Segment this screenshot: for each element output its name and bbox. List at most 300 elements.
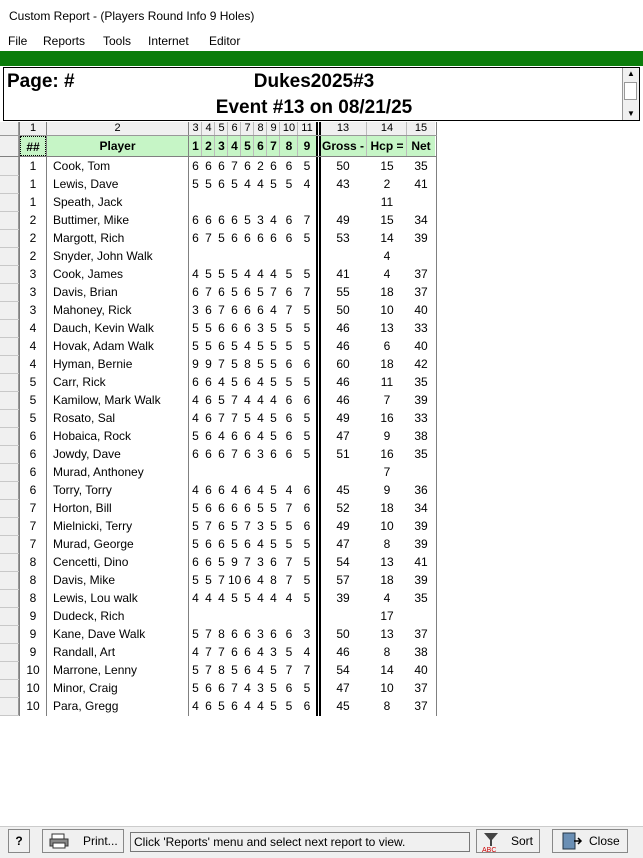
score-cell — [319, 464, 367, 481]
flight-number: 3 — [29, 267, 37, 281]
column-header: Gross - — [319, 136, 367, 156]
score-cell: 6 — [270, 447, 277, 461]
score-cell: 15 — [380, 159, 394, 173]
score-cell — [215, 248, 228, 265]
score-cell: 6 — [285, 627, 293, 641]
score-cell: 46 — [336, 645, 350, 659]
score-cell: 6 — [231, 303, 238, 317]
sort-abc-icon — [481, 831, 509, 853]
row-divider — [0, 373, 19, 374]
column-number: 4 — [202, 122, 215, 135]
score-cell: 6 — [192, 375, 199, 389]
score-cell: 54 — [336, 663, 350, 677]
score-cell: 49 — [336, 519, 350, 533]
score-cell: 6 — [285, 285, 293, 299]
row-divider — [0, 193, 19, 194]
score-cell: 4 — [244, 267, 251, 281]
score-cell: 4 — [257, 663, 264, 677]
score-cell: 6 — [285, 411, 293, 425]
score-cell: 6 — [303, 483, 311, 497]
menu-internet[interactable]: Internet — [148, 34, 189, 48]
score-cell: 5 — [192, 681, 199, 695]
score-cell: 47 — [336, 429, 350, 443]
page-label: Page: # — [7, 71, 75, 92]
score-cell: 5 — [303, 555, 311, 569]
flight-number: 6 — [29, 465, 37, 479]
sort-button[interactable] — [476, 829, 540, 853]
score-cell: 7 — [205, 519, 212, 533]
player-name: Mahoney, Rick — [53, 303, 132, 317]
player-name: Torry, Torry — [53, 483, 112, 497]
score-cell: 5 — [205, 267, 212, 281]
score-cell: 38 — [414, 645, 428, 659]
score-cell: 37 — [414, 627, 428, 641]
score-cell: 18 — [380, 573, 394, 587]
score-cell: 5 — [192, 501, 199, 515]
score-cell: 5 — [303, 573, 311, 587]
score-cell: 6 — [205, 537, 212, 551]
row-divider — [0, 445, 19, 446]
score-cell: 6 — [257, 231, 264, 245]
score-cell: 3 — [257, 213, 264, 227]
score-cell: 4 — [257, 573, 264, 587]
score-cell: 6 — [257, 303, 264, 317]
score-cell: 43 — [336, 177, 350, 191]
score-cell: 3 — [257, 555, 264, 569]
score-cell: 46 — [336, 375, 350, 389]
menu-reports[interactable]: Reports — [43, 34, 86, 48]
score-cell: 54 — [336, 555, 350, 569]
score-cell: 5 — [231, 663, 238, 677]
score-cell — [280, 464, 298, 481]
score-cell — [254, 608, 267, 625]
score-cell: 7 — [285, 555, 293, 569]
row-divider — [0, 337, 19, 338]
score-cell: 7 — [205, 645, 212, 659]
grid-line — [214, 122, 215, 156]
score-cell: 16 — [380, 411, 394, 425]
title-bar — [0, 0, 643, 32]
column-number: 7 — [241, 122, 254, 135]
score-cell: 7 — [303, 213, 311, 227]
flight-number: 8 — [29, 555, 37, 569]
help-icon: ? — [15, 834, 23, 848]
score-cell — [189, 608, 202, 625]
score-cell: 7 — [205, 285, 212, 299]
score-cell: 6 — [218, 159, 225, 173]
score-cell: 5 — [244, 411, 251, 425]
flight-number: 1 — [29, 159, 37, 173]
flight-number: 3 — [29, 285, 37, 299]
score-cell — [298, 248, 316, 265]
score-cell: 4 — [192, 645, 199, 659]
score-cell: 6 — [218, 339, 225, 353]
score-cell: 4 — [303, 645, 311, 659]
flight-number: 2 — [29, 249, 37, 263]
score-cell: 5 — [218, 699, 225, 713]
scroll-up-icon[interactable]: ▲ — [627, 69, 635, 78]
score-cell: 5 — [285, 645, 293, 659]
score-cell: 6 — [303, 699, 311, 713]
score-cell: 5 — [270, 357, 277, 371]
column-header: 1 — [189, 136, 202, 156]
score-cell: 5 — [270, 177, 277, 191]
score-cell: 7 — [218, 411, 225, 425]
printer-icon — [49, 833, 69, 849]
row-divider — [0, 553, 19, 554]
player-name: Buttimer, Mike — [53, 213, 130, 227]
toolbar-strip — [0, 51, 643, 66]
score-cell: 7 — [205, 627, 212, 641]
score-cell: 5 — [303, 537, 311, 551]
score-cell: 8 — [383, 645, 391, 659]
grid-line — [201, 122, 202, 156]
score-cell: 5 — [231, 267, 238, 281]
row-divider — [0, 175, 19, 176]
player-name: Kamilow, Mark Walk — [53, 393, 161, 407]
score-cell: 3 — [257, 681, 264, 695]
menu-tools[interactable]: Tools — [103, 34, 132, 48]
player-name: Murad, George — [53, 537, 134, 551]
player-name: Hyman, Bernie — [53, 357, 133, 371]
score-cell: 6 — [231, 699, 238, 713]
column-header: ## — [20, 136, 46, 156]
score-cell — [280, 248, 298, 265]
score-cell: 35 — [414, 159, 428, 173]
score-cell — [189, 194, 202, 211]
score-cell: 7 — [383, 465, 391, 479]
score-cell: 5 — [303, 447, 311, 461]
row-divider — [0, 463, 19, 464]
score-cell: 6 — [244, 663, 251, 677]
score-cell: 4 — [257, 483, 264, 497]
score-cell: 5 — [231, 177, 238, 191]
score-cell: 5 — [303, 159, 311, 173]
score-cell: 6 — [244, 375, 251, 389]
score-cell: 50 — [336, 159, 350, 173]
menu-bar — [0, 32, 643, 51]
score-cell: 4 — [257, 699, 264, 713]
score-cell: 4 — [244, 681, 251, 695]
score-cell: 3 — [257, 321, 264, 335]
score-cell: 7 — [231, 393, 238, 407]
score-cell: 7 — [285, 663, 293, 677]
score-cell: 4 — [218, 591, 225, 605]
player-name: Murad, Anthoney — [53, 465, 144, 479]
player-name: Hobaica, Rock — [53, 429, 132, 443]
score-cell: 5 — [285, 375, 293, 389]
score-cell: 7 — [205, 663, 212, 677]
score-cell: 13 — [380, 627, 394, 641]
flight-number: 5 — [29, 411, 37, 425]
report-title: Dukes2025#3 — [253, 71, 375, 92]
score-cell: 7 — [231, 447, 238, 461]
flight-number: 8 — [29, 591, 37, 605]
score-cell: 6 — [285, 681, 293, 695]
window-title: Custom Report - (Players Round Info 9 Holes) — [9, 9, 255, 23]
close-button[interactable] — [552, 829, 628, 853]
column-header: 4 — [228, 136, 241, 156]
score-cell: 34 — [414, 501, 428, 515]
score-cell: 7 — [218, 357, 225, 371]
report-subtitle: Event #13 on 08/21/25 — [215, 97, 413, 118]
flight-number: 2 — [29, 231, 37, 245]
score-cell: 5 — [231, 339, 238, 353]
score-cell: 5 — [192, 519, 199, 533]
help-button[interactable] — [8, 829, 30, 853]
score-cell: 5 — [285, 537, 293, 551]
score-cell: 49 — [336, 411, 350, 425]
score-cell: 5 — [192, 177, 199, 191]
score-cell: 5 — [303, 411, 311, 425]
score-cell: 6 — [244, 537, 251, 551]
score-cell: 4 — [285, 483, 293, 497]
score-cell: 8 — [270, 573, 277, 587]
player-name: Dudeck, Rich — [53, 609, 125, 623]
score-cell: 39 — [336, 591, 350, 605]
score-cell: 6 — [218, 483, 225, 497]
row-divider — [0, 265, 19, 266]
scroll-down-icon[interactable]: ▼ — [627, 109, 635, 118]
score-cell: 39 — [414, 393, 428, 407]
score-cell: 5 — [192, 537, 199, 551]
score-cell: 6 — [383, 339, 391, 353]
flight-number: 8 — [29, 573, 37, 587]
score-cell: 7 — [205, 231, 212, 245]
score-cell: 5 — [205, 177, 212, 191]
score-cell — [215, 194, 228, 211]
column-number: 2 — [47, 122, 188, 135]
score-cell: 7 — [285, 573, 293, 587]
column-header: 5 — [241, 136, 254, 156]
score-cell: 9 — [192, 357, 199, 371]
score-cell: 6 — [192, 447, 199, 461]
grid-line — [279, 122, 280, 156]
score-cell: 4 — [218, 375, 225, 389]
column-number: 11 — [298, 122, 316, 135]
score-cell: 45 — [336, 483, 350, 497]
score-cell: 6 — [270, 159, 277, 173]
grid-line — [366, 122, 367, 156]
column-header: 8 — [280, 136, 298, 156]
score-cell: 4 — [270, 393, 277, 407]
score-cell: 9 — [205, 357, 212, 371]
score-cell: 6 — [205, 375, 212, 389]
score-cell: 7 — [231, 681, 238, 695]
row-divider — [0, 229, 19, 230]
player-name: Speath, Jack — [53, 195, 123, 209]
score-cell: 7 — [231, 411, 238, 425]
score-cell: 6 — [231, 213, 238, 227]
score-cell: 6 — [244, 429, 251, 443]
grid-line — [188, 122, 189, 716]
player-name: Mielnicki, Terry — [53, 519, 133, 533]
row-divider — [0, 211, 19, 212]
player-name: Margott, Rich — [53, 231, 125, 245]
score-cell: 49 — [336, 213, 350, 227]
score-cell: 4 — [303, 177, 311, 191]
score-cell: 9 — [383, 483, 391, 497]
flight-number: 5 — [29, 393, 37, 407]
score-cell: 6 — [218, 501, 225, 515]
column-number: 9 — [267, 122, 280, 135]
score-cell: 6 — [231, 501, 238, 515]
score-cell: 6 — [244, 501, 251, 515]
score-cell: 5 — [192, 321, 199, 335]
scroll-thumb[interactable] — [624, 82, 637, 100]
flight-number: 10 — [26, 663, 40, 677]
score-cell — [254, 248, 267, 265]
menu-file[interactable]: File — [8, 34, 28, 48]
player-name: Davis, Mike — [53, 573, 116, 587]
score-cell: 14 — [380, 663, 394, 677]
score-cell: 5 — [192, 627, 199, 641]
score-cell: 4 — [383, 249, 391, 263]
score-cell — [228, 194, 241, 211]
flight-number: 7 — [29, 519, 37, 533]
score-cell: 53 — [336, 231, 350, 245]
score-cell: 6 — [244, 321, 251, 335]
score-cell: 5 — [270, 375, 277, 389]
row-divider — [0, 247, 19, 248]
score-cell: 5 — [218, 555, 225, 569]
score-cell: 3 — [270, 645, 277, 659]
score-cell: 6 — [205, 483, 212, 497]
grid-line — [240, 122, 241, 156]
score-cell: 10 — [380, 681, 394, 695]
player-name: Para, Gregg — [53, 699, 119, 713]
score-cell: 5 — [244, 213, 251, 227]
flight-number: 9 — [29, 645, 37, 659]
score-cell: 5 — [218, 393, 225, 407]
score-cell: 5 — [285, 177, 293, 191]
score-cell: 5 — [285, 339, 293, 353]
score-cell: 6 — [270, 627, 277, 641]
score-cell: 39 — [414, 231, 428, 245]
flight-number: 6 — [29, 447, 37, 461]
score-cell — [407, 194, 435, 211]
row-divider — [0, 391, 19, 392]
score-cell: 5 — [257, 357, 264, 371]
player-name: Lewis, Lou walk — [53, 591, 138, 605]
player-name: Rosato, Sal — [53, 411, 116, 425]
row-divider — [0, 679, 19, 680]
score-cell: 51 — [336, 447, 350, 461]
flight-number: 2 — [29, 213, 37, 227]
score-cell: 4 — [192, 591, 199, 605]
score-cell: 5 — [270, 483, 277, 497]
score-cell: 6 — [244, 231, 251, 245]
row-divider — [0, 535, 19, 536]
score-cell: 6 — [218, 519, 225, 533]
score-cell: 7 — [383, 393, 391, 407]
score-cell: 18 — [380, 501, 394, 515]
score-cell — [189, 248, 202, 265]
score-cell — [202, 248, 215, 265]
row-divider — [0, 499, 19, 500]
score-cell: 46 — [336, 321, 350, 335]
column-header: 2 — [202, 136, 215, 156]
score-cell: 8 — [383, 537, 391, 551]
score-cell: 5 — [303, 429, 311, 443]
score-cell: 7 — [244, 519, 251, 533]
score-cell: 4 — [218, 429, 225, 443]
score-cell: 35 — [414, 591, 428, 605]
score-cell — [202, 194, 215, 211]
score-cell: 5 — [303, 321, 311, 335]
score-cell: 15 — [380, 213, 394, 227]
menu-editor[interactable]: Editor — [209, 34, 241, 48]
flight-number: 4 — [29, 357, 37, 371]
score-cell: 6 — [285, 429, 293, 443]
score-cell — [267, 608, 280, 625]
row-divider — [0, 283, 19, 284]
grid-line — [19, 122, 20, 716]
score-cell: 5 — [285, 519, 293, 533]
grid-line — [297, 122, 298, 156]
score-cell — [267, 194, 280, 211]
header-scrollbar[interactable] — [622, 68, 639, 120]
score-cell: 4 — [257, 375, 264, 389]
svg-text:ABC: ABC — [482, 847, 497, 853]
player-name: Marrone, Lenny — [53, 663, 138, 677]
score-cell: 46 — [336, 339, 350, 353]
score-cell: 6 — [218, 285, 225, 299]
score-cell: 5 — [303, 681, 311, 695]
score-cell: 7 — [244, 555, 251, 569]
score-cell: 10 — [228, 573, 241, 587]
grid-line — [406, 122, 407, 156]
score-cell: 6 — [205, 303, 212, 317]
score-cell: 5 — [218, 267, 225, 281]
score-cell: 5 — [270, 339, 277, 353]
column-header: Player — [47, 136, 188, 156]
score-cell: 4 — [257, 429, 264, 443]
column-number: 1 — [20, 122, 46, 135]
score-cell — [241, 464, 254, 481]
score-cell: 5 — [303, 303, 311, 317]
header-divider — [0, 156, 437, 157]
score-cell: 5 — [303, 375, 311, 389]
score-cell: 4 — [257, 411, 264, 425]
score-cell: 4 — [270, 267, 277, 281]
score-cell: 6 — [218, 177, 225, 191]
score-cell: 55 — [336, 285, 350, 299]
header-divider — [0, 135, 437, 136]
grid-line — [319, 122, 321, 716]
score-cell: 6 — [285, 159, 293, 173]
score-cell: 36 — [414, 483, 428, 497]
score-cell: 2 — [383, 177, 391, 191]
row-divider — [0, 427, 19, 428]
score-cell — [407, 248, 435, 265]
print-button[interactable] — [42, 829, 124, 853]
score-cell — [189, 464, 202, 481]
score-cell: 40 — [414, 663, 428, 677]
score-cell: 4 — [270, 591, 277, 605]
row-divider — [0, 409, 19, 410]
column-number: 5 — [215, 122, 228, 135]
player-name: Randall, Art — [53, 645, 116, 659]
score-cell: 5 — [205, 321, 212, 335]
score-cell: 6 — [270, 231, 277, 245]
score-cell: 39 — [414, 537, 428, 551]
score-cell — [267, 248, 280, 265]
score-cell: 4 — [383, 267, 391, 281]
score-cell: 5 — [303, 591, 311, 605]
score-cell: 6 — [231, 429, 238, 443]
score-cell: 5 — [192, 573, 199, 587]
